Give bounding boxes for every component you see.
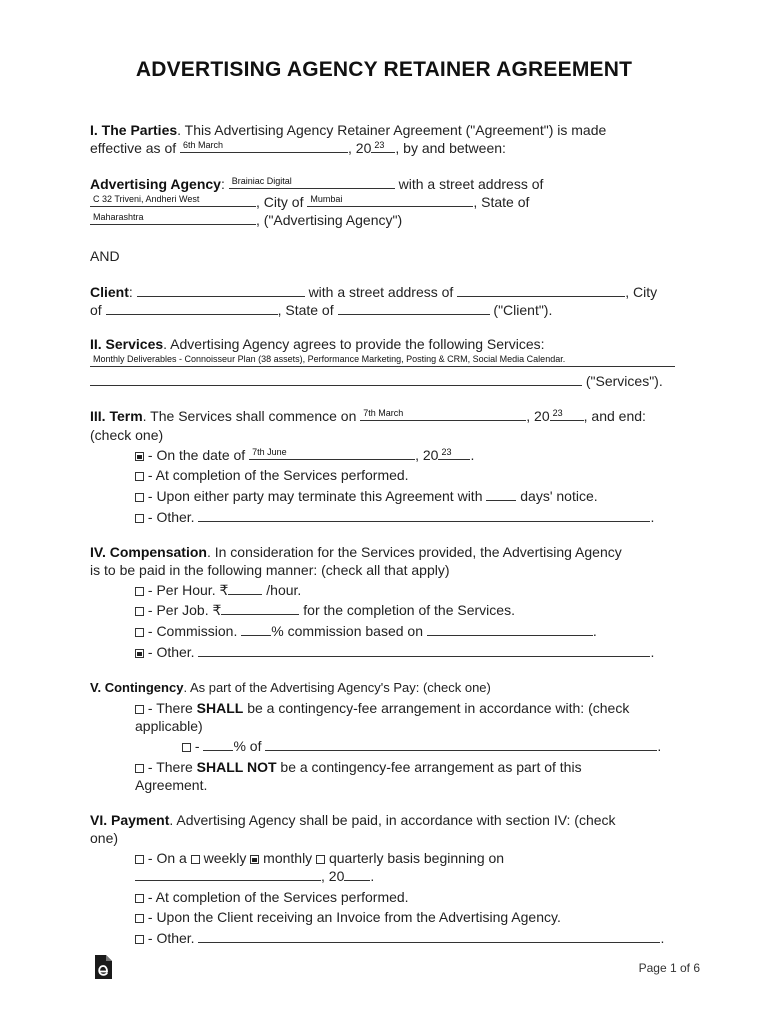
page-number: Page 1 of 6	[638, 961, 700, 975]
term-end-year-field[interactable]: 23	[438, 446, 470, 460]
agency-line-2: C 32 Triveni, Andheri West , City of Mumbai , State of	[90, 193, 529, 211]
payment-invoice-checkbox[interactable]	[135, 914, 144, 923]
payment-line-2: one)	[90, 830, 119, 846]
term-option-terminate: - Upon either party may terminate this Agreement with days' notice.	[135, 487, 598, 505]
hourly-rate-field[interactable]	[228, 581, 262, 595]
comp-option-job: - Per Job. ₹ for the completion of the Services.	[135, 601, 515, 619]
services-description-field-2[interactable]	[90, 372, 582, 386]
services-heading: II. Services	[90, 336, 164, 352]
compensation-line-2: is to be paid in the following manner: (check all that apply)	[90, 562, 450, 578]
client-line-2: of , State of ("Client").	[90, 302, 553, 318]
client-line-1: Client: with a street address of , City	[90, 284, 658, 300]
contingency-option-shallnot: - There SHALL NOT be a contingency-fee arrangement as part of this	[135, 758, 582, 776]
services-line-1: II. Services. Advertising Agency agrees to provide the following Services:	[90, 336, 545, 352]
monthly-checkbox[interactable]	[250, 855, 259, 864]
payment-start-date-field[interactable]	[135, 867, 321, 881]
contingency-option-shall: - There SHALL be a contingency-fee arrangement in accordance with: (check	[135, 699, 629, 717]
payment-option-schedule: - On a weekly monthly quarterly basis beginning on	[135, 849, 504, 867]
agency-street-field[interactable]: C 32 Triveni, Andheri West	[90, 193, 256, 207]
rupee-icon: ₹	[219, 582, 229, 598]
term-date-checkbox[interactable]	[135, 452, 144, 461]
comp-other-checkbox[interactable]	[135, 649, 144, 658]
contingency-pct-field[interactable]	[203, 737, 233, 751]
parties-heading: I. The Parties	[90, 122, 178, 138]
compensation-heading: IV. Compensation	[90, 544, 207, 560]
quarterly-checkbox[interactable]	[316, 855, 325, 864]
comp-option-commission: - Commission. % commission based on .	[135, 622, 597, 640]
services-description-field[interactable]: Monthly Deliverables - Connoisseur Plan (38 assets), Performance Marketing, Posting & CRM, Social Media Calendar.	[90, 353, 675, 367]
notice-days-field[interactable]	[486, 487, 516, 501]
comp-option-hour: - Per Hour. ₹ /hour.	[135, 581, 301, 599]
agency-name-field[interactable]: Brainiac Digital	[229, 175, 395, 189]
payment-other-checkbox[interactable]	[135, 935, 144, 944]
term-check-one: (check one)	[90, 427, 164, 443]
comp-job-checkbox[interactable]	[135, 607, 144, 616]
parties-line-1: I. The Parties. This Advertising Agency Retainer Agreement ("Agreement") is made	[90, 122, 607, 138]
term-option-date: - On the date of 7th June , 20 23 .	[135, 446, 474, 464]
effective-date-field[interactable]: 6th March	[180, 139, 348, 153]
payment-completion-checkbox[interactable]	[135, 894, 144, 903]
contingency-shall-checkbox[interactable]	[135, 705, 144, 714]
effective-year-field[interactable]: 23	[371, 139, 395, 153]
term-terminate-checkbox[interactable]	[135, 493, 144, 502]
payment-start-year-field[interactable]	[344, 867, 370, 881]
term-other-checkbox[interactable]	[135, 514, 144, 523]
job-rate-field[interactable]	[221, 601, 299, 615]
term-other-field[interactable]	[198, 508, 650, 522]
payment-option-invoice: - Upon the Client receiving an Invoice from the Advertising Agency.	[135, 908, 561, 926]
comp-other-field[interactable]	[198, 643, 650, 657]
contingency-agreement: Agreement.	[135, 777, 208, 793]
comp-hour-checkbox[interactable]	[135, 587, 144, 596]
client-street-field[interactable]	[457, 283, 625, 297]
agency-city-field[interactable]: Mumbai	[307, 193, 473, 207]
contingency-pct-checkbox[interactable]	[182, 743, 191, 752]
term-option-completion: - At completion of the Services performed.	[135, 466, 409, 484]
contingency-shallnot-checkbox[interactable]	[135, 764, 144, 773]
payment-heading: VI. Payment	[90, 812, 170, 828]
term-completion-checkbox[interactable]	[135, 472, 144, 481]
term-heading: III. Term	[90, 408, 143, 424]
comp-option-other: - Other. .	[135, 643, 654, 661]
contingency-pct-line: - % of .	[182, 737, 661, 755]
commission-pct-field[interactable]	[241, 622, 271, 636]
payment-schedule-checkbox[interactable]	[135, 855, 144, 864]
payment-option-other: - Other. .	[135, 929, 664, 947]
agency-line-1: Advertising Agency: Brainiac Digital with a street address of	[90, 176, 544, 192]
client-city-field[interactable]	[106, 301, 278, 315]
contingency-line-1: V. Contingency. As part of the Advertising Agency's Pay: (check one)	[90, 680, 491, 695]
client-state-field[interactable]	[338, 301, 490, 315]
and-separator: AND	[90, 248, 120, 264]
eforms-logo-icon	[92, 954, 114, 980]
term-line-1: III. Term. The Services shall commence on 7th March , 20 23 , and end:	[90, 408, 646, 424]
payment-option-completion: - At completion of the Services performed.	[135, 888, 409, 906]
payment-other-field[interactable]	[198, 929, 660, 943]
weekly-checkbox[interactable]	[191, 855, 200, 864]
compensation-line-1: IV. Compensation. In consideration for the Services provided, the Advertising Agency	[90, 544, 622, 560]
agency-state-field[interactable]: Maharashtra	[90, 211, 256, 225]
comp-commission-checkbox[interactable]	[135, 628, 144, 637]
payment-start-line: , 20 .	[135, 867, 374, 885]
commission-basis-field[interactable]	[427, 622, 593, 636]
term-start-date-field[interactable]: 7th March	[360, 407, 526, 421]
contingency-basis-field[interactable]	[265, 737, 657, 751]
payment-line-1: VI. Payment. Advertising Agency shall be paid, in accordance with section IV: (check	[90, 812, 616, 828]
document-title: ADVERTISING AGENCY RETAINER AGREEMENT	[135, 58, 633, 81]
contingency-applicable: applicable)	[135, 718, 203, 734]
services-line-2	[90, 353, 675, 371]
agency-line-3: Maharashtra , ("Advertising Agency")	[90, 211, 402, 229]
contingency-heading: V. Contingency	[90, 680, 184, 695]
client-name-field[interactable]	[137, 283, 305, 297]
services-line-3: ("Services").	[90, 372, 663, 390]
term-end-date-field[interactable]: 7th June	[249, 446, 415, 460]
term-option-other: - Other. .	[135, 508, 654, 526]
parties-line-2: effective as of 6th March , 20 23 , by and between:	[90, 140, 506, 156]
term-start-year-field[interactable]: 23	[550, 407, 584, 421]
rupee-icon: ₹	[212, 602, 222, 618]
